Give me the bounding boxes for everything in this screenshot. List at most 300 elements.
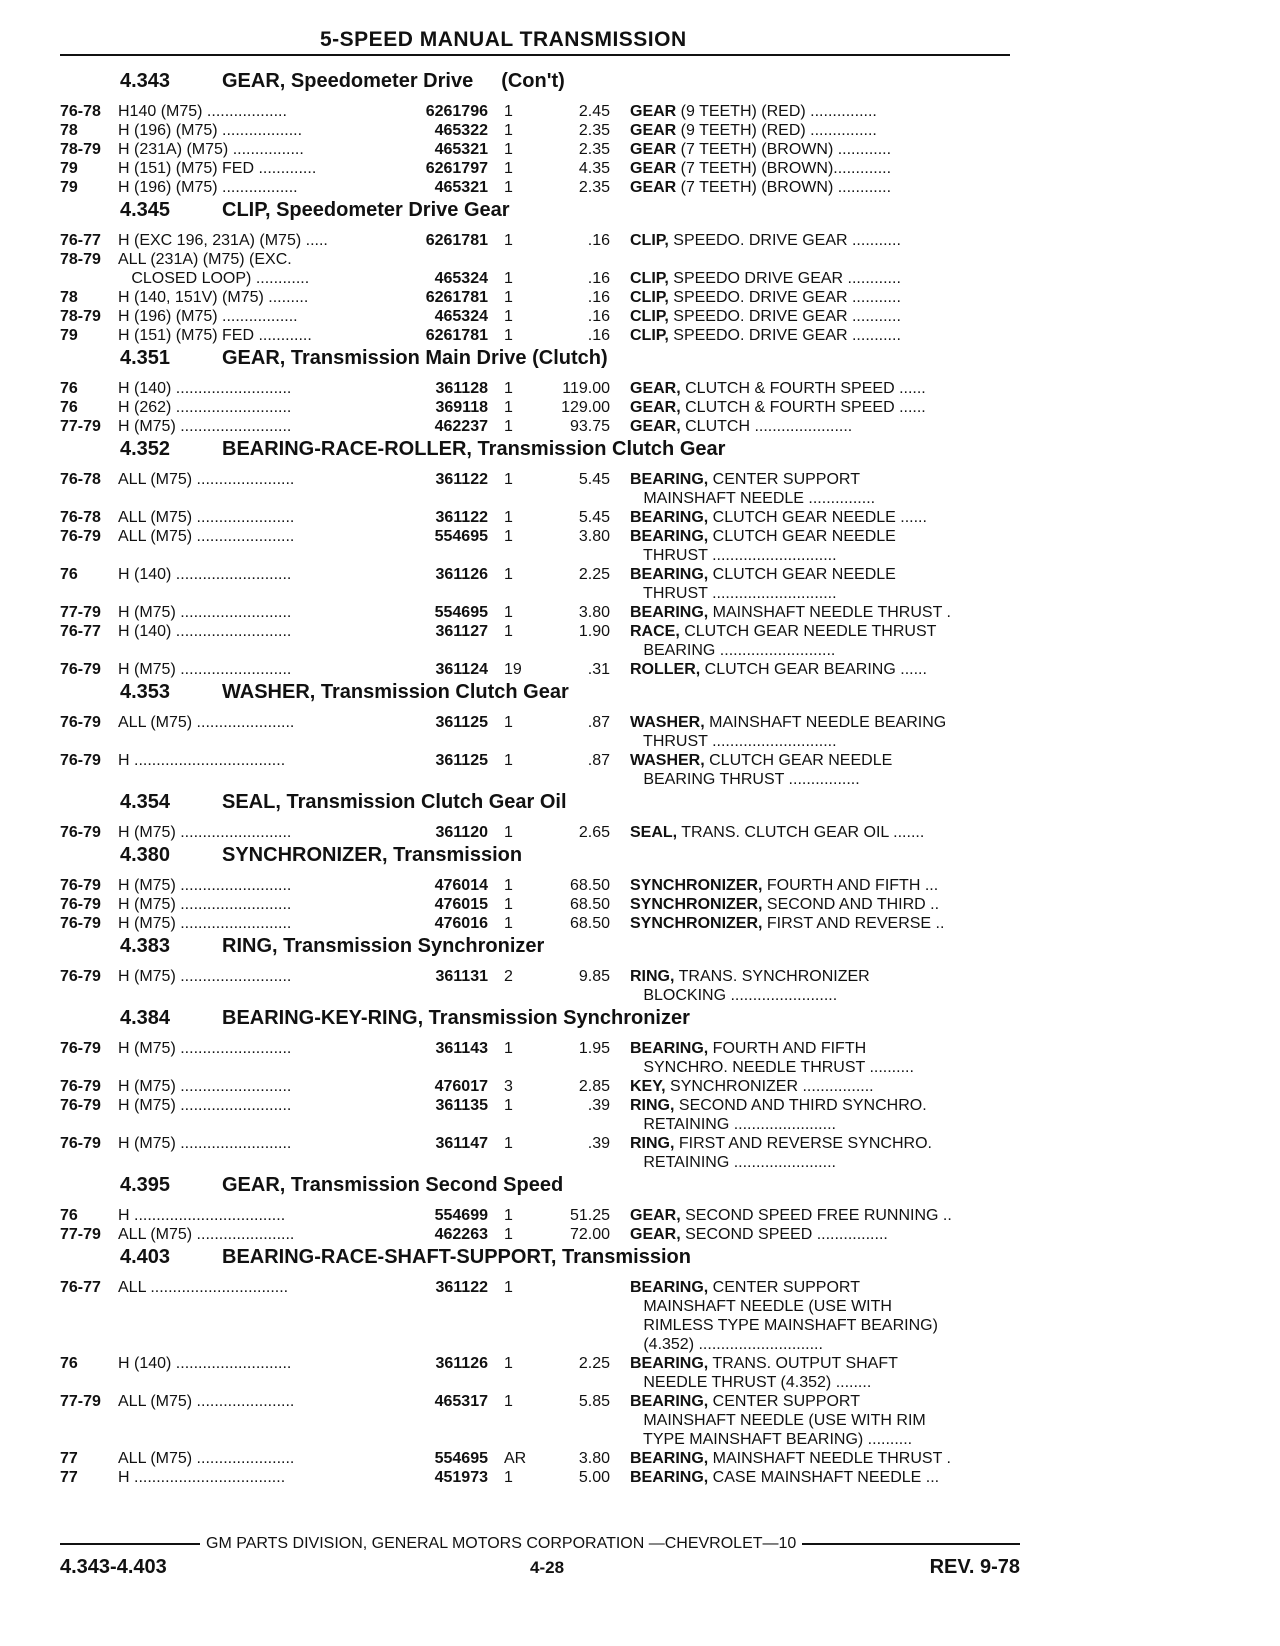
quantity-cell <box>488 546 528 565</box>
description-text: FOURTH AND FIFTH <box>708 1040 867 1057</box>
price-cell: 5.85 <box>578 1393 610 1410</box>
section-number: 4.395 <box>120 1174 171 1196</box>
part-number-cell: 554695 <box>434 528 488 545</box>
model-cell: H (151) (M75) FED ............ <box>118 327 312 344</box>
part-number-cell <box>408 546 488 565</box>
part-number-cell: 465317 <box>434 1393 488 1410</box>
table-row <box>60 178 1020 197</box>
year-cell: 76 <box>60 399 78 416</box>
section-title <box>60 70 1020 102</box>
description-keyword: WASHER, <box>630 752 705 769</box>
description-keyword: BEARING, <box>630 1469 709 1486</box>
section-name: BEARING-RACE-ROLLER, Transmission Clutch Gear <box>222 438 726 460</box>
description-cell <box>610 1278 1020 1297</box>
part-number-cell: 465321 <box>434 179 488 196</box>
quantity-cell: 1 <box>504 623 513 640</box>
description-text: TRANS. OUTPUT SHAFT <box>708 1355 898 1372</box>
description-cell <box>610 1430 1020 1449</box>
price-cell: 5.00 <box>578 1469 610 1486</box>
footer-page-number: 4-28 <box>530 1558 565 1577</box>
table-row <box>60 622 1020 641</box>
price-cell: 2.35 <box>578 141 610 158</box>
section-block <box>60 438 1020 679</box>
description-text: NEEDLE THRUST (4.352) ........ <box>630 1374 872 1391</box>
part-number-cell: 361147 <box>435 1135 488 1152</box>
part-number-cell <box>408 1153 488 1172</box>
price-cell: 2.65 <box>578 824 610 841</box>
description-keyword: BEARING, <box>630 1040 709 1057</box>
quantity-cell: 1 <box>504 1279 513 1296</box>
part-number-cell: 462237 <box>434 418 488 435</box>
model-cell: H (M75) ......................... <box>118 1078 292 1095</box>
description-cell <box>610 470 1020 489</box>
description-cell <box>610 288 1020 307</box>
part-number-cell: 476017 <box>434 1078 488 1095</box>
model-cell: H (140) .......................... <box>118 566 292 583</box>
part-number-cell: 361131 <box>435 968 488 985</box>
description-keyword: BEARING, <box>630 509 709 526</box>
description-keyword: SYNCHRONIZER, <box>630 915 763 932</box>
table-row <box>60 732 1020 751</box>
table-row <box>60 1058 1020 1077</box>
description-cell <box>610 565 1020 584</box>
table-row <box>60 379 1020 398</box>
description-text: (9 TEETH) (RED) ............... <box>676 103 877 120</box>
description-text: SECOND SPEED ................ <box>680 1226 888 1243</box>
year-cell: 76-79 <box>60 877 101 894</box>
price-cell: 2.45 <box>578 103 610 120</box>
model-cell <box>118 1297 408 1316</box>
quantity-cell: 1 <box>504 1040 513 1057</box>
description-text: SPEEDO DRIVE GEAR ............ <box>668 270 901 287</box>
price-cell: 72.00 <box>569 1226 610 1243</box>
table-row <box>60 1225 1020 1244</box>
table-row <box>60 1449 1020 1468</box>
table-row <box>60 527 1020 546</box>
model-cell <box>118 1373 408 1392</box>
price-cell: 3.80 <box>578 528 610 545</box>
quantity-cell: 1 <box>504 1135 513 1152</box>
year-cell: 76-79 <box>60 896 101 913</box>
description-text: THRUST ............................ <box>630 547 837 564</box>
price-cell: 2.35 <box>578 122 610 139</box>
description-cell <box>610 307 1020 326</box>
description-keyword: WASHER, <box>630 714 705 731</box>
table-row <box>60 1077 1020 1096</box>
table-row <box>60 1335 1020 1354</box>
year-cell: 76-79 <box>60 714 101 731</box>
description-text: MAINSHAFT NEEDLE (USE WITH RIM <box>630 1412 926 1429</box>
year-cell: 78 <box>60 289 78 306</box>
quantity-cell <box>488 770 528 789</box>
description-cell <box>610 1392 1020 1411</box>
year-cell: 76 <box>60 380 78 397</box>
table-row <box>60 1297 1020 1316</box>
quantity-cell: 1 <box>504 714 513 731</box>
description-cell <box>610 546 1020 565</box>
description-cell <box>610 250 1020 269</box>
section-title <box>60 791 1020 823</box>
model-cell: ALL (M75) ...................... <box>118 1450 295 1467</box>
section-number: 4.384 <box>120 1007 171 1029</box>
quantity-cell: 1 <box>504 1097 513 1114</box>
price-cell <box>528 986 610 1005</box>
section-continued: (Con't) <box>501 70 565 92</box>
description-keyword: ROLLER, <box>630 661 701 678</box>
year-cell: 77 <box>60 1450 78 1467</box>
year-cell <box>60 1058 118 1077</box>
price-cell: 68.50 <box>569 877 610 894</box>
quantity-cell <box>488 1153 528 1172</box>
section-name: BEARING-RACE-SHAFT-SUPPORT, Transmission <box>222 1246 691 1268</box>
section-block <box>60 70 1020 197</box>
table-row <box>60 751 1020 770</box>
price-cell <box>528 1058 610 1077</box>
description-cell <box>610 527 1020 546</box>
section-block <box>60 1007 1020 1172</box>
description-cell <box>610 159 1020 178</box>
description-keyword: GEAR <box>630 141 677 158</box>
quantity-cell: 1 <box>504 1226 513 1243</box>
price-cell: 3.80 <box>578 1450 610 1467</box>
year-cell: 77-79 <box>60 1393 101 1410</box>
price-cell <box>528 1430 610 1449</box>
year-cell <box>60 732 118 751</box>
year-cell <box>60 986 118 1005</box>
description-text: BEARING THRUST ................ <box>630 771 860 788</box>
quantity-cell <box>488 1316 528 1335</box>
price-cell: 2.25 <box>578 566 610 583</box>
description-keyword: SYNCHRONIZER, <box>630 896 763 913</box>
quantity-cell <box>488 1411 528 1430</box>
description-text: (7 TEETH) (BROWN) ............ <box>676 141 892 158</box>
section-name: GEAR, Speedometer Drive <box>222 70 474 92</box>
description-text: BEARING .......................... <box>630 642 836 659</box>
year-cell <box>60 770 118 789</box>
table-row <box>60 986 1020 1005</box>
model-cell: ALL (231A) (M75) (EXC. <box>118 251 292 268</box>
part-number-cell: 465324 <box>434 308 488 325</box>
part-number-cell <box>408 1430 488 1449</box>
description-cell <box>610 1058 1020 1077</box>
section-number: 4.380 <box>120 844 171 866</box>
part-number-cell: 361126 <box>435 1355 488 1372</box>
quantity-cell: 1 <box>504 1207 513 1224</box>
year-cell: 76-77 <box>60 1279 101 1296</box>
model-cell: ALL (M75) ...................... <box>118 1393 295 1410</box>
quantity-cell: 1 <box>504 1355 513 1372</box>
year-cell: 78-79 <box>60 308 101 325</box>
description-text: SECOND SPEED FREE RUNNING .. <box>680 1207 952 1224</box>
price-cell: 2.85 <box>578 1078 610 1095</box>
description-cell <box>610 1373 1020 1392</box>
section-title <box>60 681 1020 713</box>
description-cell <box>610 603 1020 622</box>
table-row <box>60 713 1020 732</box>
year-cell: 76-78 <box>60 471 101 488</box>
page-title: 5-SPEED MANUAL TRANSMISSION <box>320 28 687 51</box>
quantity-cell: 1 <box>504 270 513 287</box>
description-text: RETAINING ....................... <box>630 1154 836 1171</box>
quantity-cell <box>488 1430 528 1449</box>
description-text: CLUTCH GEAR NEEDLE ...... <box>708 509 927 526</box>
description-text: CASE MAINSHAFT NEEDLE ... <box>708 1469 940 1486</box>
description-text: SPEEDO. DRIVE GEAR ........... <box>668 289 901 306</box>
price-cell: .16 <box>587 232 610 249</box>
table-row <box>60 1316 1020 1335</box>
quantity-cell <box>488 732 528 751</box>
quantity-cell: 1 <box>504 915 513 932</box>
year-cell: 77-79 <box>60 418 101 435</box>
part-number-cell: 465321 <box>434 141 488 158</box>
table-row <box>60 1206 1020 1225</box>
description-cell <box>610 732 1020 751</box>
table-row <box>60 417 1020 436</box>
model-cell <box>118 1430 408 1449</box>
model-cell: H .................................. <box>118 1469 286 1486</box>
description-cell <box>610 876 1020 895</box>
description-text: CENTER SUPPORT <box>708 1393 860 1410</box>
price-cell <box>528 1316 610 1335</box>
year-cell: 76-77 <box>60 623 101 640</box>
description-cell <box>610 326 1020 345</box>
section-number: 4.343 <box>120 70 171 92</box>
quantity-cell <box>488 1373 528 1392</box>
table-row <box>60 1153 1020 1172</box>
quantity-cell: 1 <box>504 877 513 894</box>
year-cell: 78 <box>60 122 78 139</box>
section-block <box>60 199 1020 345</box>
quantity-cell <box>488 489 528 508</box>
description-cell <box>610 1225 1020 1244</box>
footer-bottom <box>60 1556 1020 1582</box>
part-number-cell: 476014 <box>434 877 488 894</box>
table-row <box>60 584 1020 603</box>
description-cell <box>610 1077 1020 1096</box>
year-cell: 77-79 <box>60 1226 101 1243</box>
description-keyword: CLIP, <box>630 327 669 344</box>
part-number-cell: 361124 <box>435 661 488 678</box>
price-cell <box>528 250 610 269</box>
part-number-cell <box>408 770 488 789</box>
description-keyword: GEAR, <box>630 1226 681 1243</box>
part-number-cell <box>408 1316 488 1335</box>
price-cell: 1.90 <box>578 623 610 640</box>
description-keyword: CLIP, <box>630 289 669 306</box>
price-cell: 3.80 <box>578 604 610 621</box>
section-block <box>60 791 1020 842</box>
year-cell <box>60 489 118 508</box>
year-cell: 76 <box>60 1355 78 1372</box>
price-cell <box>528 584 610 603</box>
price-cell <box>528 489 610 508</box>
part-number-cell: 361122 <box>435 471 488 488</box>
description-text: FIRST AND REVERSE SYNCHRO. <box>674 1135 932 1152</box>
model-cell: H (M75) ......................... <box>118 661 292 678</box>
year-cell: 76-79 <box>60 1097 101 1114</box>
description-keyword: GEAR <box>630 122 677 139</box>
model-cell <box>118 489 408 508</box>
table-row <box>60 398 1020 417</box>
section-number: 4.353 <box>120 681 171 703</box>
description-text: MAINSHAFT NEEDLE (USE WITH <box>630 1298 892 1315</box>
year-cell: 79 <box>60 327 78 344</box>
description-keyword: RING, <box>630 1135 675 1152</box>
quantity-cell <box>488 641 528 660</box>
table-row <box>60 121 1020 140</box>
table-row <box>60 1278 1020 1297</box>
description-keyword: GEAR, <box>630 418 681 435</box>
description-cell <box>610 622 1020 641</box>
table-row <box>60 159 1020 178</box>
description-cell <box>610 1115 1020 1134</box>
section-name: RING, Transmission Synchronizer <box>222 935 545 957</box>
section-name: CLIP, Speedometer Drive Gear <box>222 199 510 221</box>
description-keyword: RACE, <box>630 623 680 640</box>
footer-division-text: GM PARTS DIVISION, GENERAL MOTORS CORPORATION —CHEVROLET—10 <box>206 1535 797 1552</box>
year-cell: 76-79 <box>60 915 101 932</box>
description-cell <box>610 713 1020 732</box>
year-cell <box>60 546 118 565</box>
model-cell <box>118 1335 408 1354</box>
footer-division-line <box>60 1533 1020 1555</box>
description-text: SYNCHRONIZER ................ <box>665 1078 874 1095</box>
model-cell: H (EXC 196, 231A) (M75) ..... <box>118 232 328 249</box>
description-cell <box>610 178 1020 197</box>
model-cell <box>118 1316 408 1335</box>
description-text: THRUST ............................ <box>630 733 837 750</box>
model-cell: H (M75) ......................... <box>118 915 292 932</box>
description-text: SYNCHRO. NEEDLE THRUST .......... <box>630 1059 914 1076</box>
section-name: SEAL, Transmission Clutch Gear Oil <box>222 791 567 813</box>
quantity-cell: 1 <box>504 604 513 621</box>
model-cell <box>118 770 408 789</box>
model-cell: ALL (M75) ...................... <box>118 714 295 731</box>
price-cell: 5.45 <box>578 471 610 488</box>
table-row <box>60 1039 1020 1058</box>
price-cell <box>528 1297 610 1316</box>
year-cell: 77 <box>60 1469 78 1486</box>
table-row <box>60 603 1020 622</box>
quantity-cell: 1 <box>504 509 513 526</box>
model-cell: H (M75) ......................... <box>118 877 292 894</box>
section-block <box>60 844 1020 933</box>
description-text: MAINSHAFT NEEDLE THRUST . <box>708 604 951 621</box>
year-cell: 76 <box>60 566 78 583</box>
quantity-cell <box>488 250 528 269</box>
section-name: BEARING-KEY-RING, Transmission Synchronizer <box>222 1007 690 1029</box>
part-number-cell: 6261781 <box>425 327 488 344</box>
description-text: RIMLESS TYPE MAINSHAFT BEARING) <box>630 1317 938 1334</box>
year-cell <box>60 269 118 288</box>
section-block <box>60 681 1020 789</box>
description-keyword: BEARING, <box>630 1450 709 1467</box>
description-text: CENTER SUPPORT <box>708 471 860 488</box>
footer-revision: REV. 9-78 <box>929 1556 1020 1578</box>
part-number-cell: 6261781 <box>425 232 488 249</box>
table-row <box>60 231 1020 250</box>
part-number-cell: 554695 <box>434 604 488 621</box>
quantity-cell: 1 <box>504 528 513 545</box>
description-keyword: SEAL, <box>630 824 678 841</box>
description-text: CLUTCH ...................... <box>680 418 853 435</box>
section-name: SYNCHRONIZER, Transmission <box>222 844 523 866</box>
quantity-cell: 1 <box>504 1393 513 1410</box>
description-cell <box>610 1297 1020 1316</box>
model-cell: ALL (M75) ...................... <box>118 471 295 488</box>
part-number-cell <box>408 1411 488 1430</box>
price-cell: .39 <box>587 1135 610 1152</box>
part-number-cell: 361122 <box>435 509 488 526</box>
table-row <box>60 1468 1020 1487</box>
year-cell: 76-79 <box>60 1040 101 1057</box>
quantity-cell: 1 <box>504 122 513 139</box>
part-number-cell <box>408 250 488 269</box>
model-cell: ALL ............................... <box>118 1279 289 1296</box>
section-number: 4.403 <box>120 1246 171 1268</box>
part-number-cell <box>408 1335 488 1354</box>
quantity-cell: 1 <box>504 752 513 769</box>
table-row <box>60 102 1020 121</box>
price-cell: 4.35 <box>578 160 610 177</box>
quantity-cell: 19 <box>504 661 522 678</box>
quantity-cell: 1 <box>504 232 513 249</box>
description-cell <box>610 140 1020 159</box>
year-cell: 76-79 <box>60 661 101 678</box>
price-cell <box>528 1278 610 1297</box>
year-cell: 79 <box>60 160 78 177</box>
table-row <box>60 1134 1020 1153</box>
description-cell <box>610 1354 1020 1373</box>
quantity-cell <box>488 1297 528 1316</box>
part-number-cell <box>408 1373 488 1392</box>
description-text: CLUTCH GEAR NEEDLE <box>708 528 896 545</box>
model-cell: ALL (M75) ...................... <box>118 528 295 545</box>
description-text: FOURTH AND FIFTH ... <box>762 877 939 894</box>
section-title <box>60 935 1020 967</box>
model-cell: H .................................. <box>118 752 286 769</box>
description-cell <box>610 1316 1020 1335</box>
description-keyword: CLIP, <box>630 232 669 249</box>
quantity-cell: 1 <box>504 289 513 306</box>
quantity-cell: 1 <box>504 399 513 416</box>
price-cell: 68.50 <box>569 915 610 932</box>
footer-range: 4.343-4.403 <box>60 1556 167 1578</box>
table-row <box>60 1373 1020 1392</box>
description-cell <box>610 660 1020 679</box>
description-cell <box>610 102 1020 121</box>
price-cell: 51.25 <box>569 1207 610 1224</box>
description-text: (7 TEETH) (BROWN) ............ <box>676 179 892 196</box>
model-cell: H (196) (M75) ................. <box>118 179 298 196</box>
description-cell <box>610 895 1020 914</box>
description-text: FIRST AND REVERSE .. <box>762 915 945 932</box>
table-row <box>60 326 1020 345</box>
quantity-cell: 1 <box>504 566 513 583</box>
description-text: SPEEDO. DRIVE GEAR ........... <box>668 232 901 249</box>
year-cell: 78-79 <box>60 141 101 158</box>
year-cell <box>60 641 118 660</box>
model-cell <box>118 1058 408 1077</box>
model-cell: H (M75) ......................... <box>118 604 292 621</box>
model-cell <box>118 546 408 565</box>
description-cell <box>610 231 1020 250</box>
part-number-cell: 6261797 <box>425 160 488 177</box>
description-keyword: GEAR, <box>630 399 681 416</box>
model-cell: H .................................. <box>118 1207 286 1224</box>
section-number: 4.383 <box>120 935 171 957</box>
table-row <box>60 489 1020 508</box>
